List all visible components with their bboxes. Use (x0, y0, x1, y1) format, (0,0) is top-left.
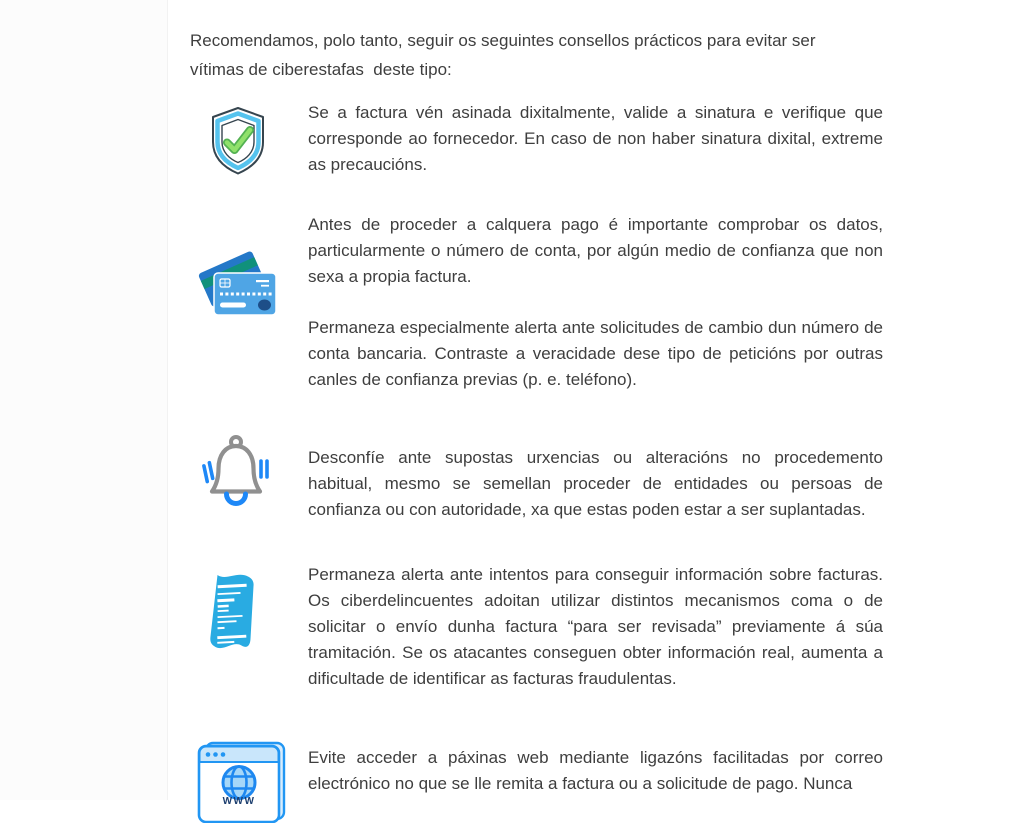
browser-globe-icon (197, 741, 287, 823)
page-left-edge (0, 0, 168, 800)
tip-paragraph-web-links: Evite acceder a páxinas web mediante ligazóns facilitadas por correo electrónico no que se lle remita a factura ou a solicitude de pago. Nunca (308, 748, 883, 793)
tip-paragraph-signature: Se a factura vén asinada dixitalmente, valide a sinatura e verifique que corresponde ao fornecedor. En caso de non haber sinatura dixital, extreme as precaucións. (308, 103, 883, 174)
tip-paragraph-invoice-info: Permaneza alerta ante intentos para conseguir información sobre facturas. Os ciberdelincuentes adoitan utilizar distintos mecanismos coma o de solicitar o envío dunha factura “para ser revisada” previamente á súa tramitación. Se os atacantes conseguen obter información real, aumenta a dificultade de identificar as facturas fraudulentas. (308, 565, 883, 688)
tip-paragraph-urgency: Desconfíe ante supostas urxencias ou alteracións no procedemento habitual, mesmo se semellan proceder de entidades ou persoas de confianza ou con autoridade, xa que estas poden estar a ser suplantadas. (308, 448, 883, 519)
shield-check-icon (207, 105, 269, 177)
alert-bell-icon (201, 431, 271, 521)
intro-paragraph: Recomendamos, polo tanto, seguir os seguintes consellos prácticos para evitar ser vítimas de ciberestafas deste tipo: (190, 31, 821, 79)
invoice-receipt-icon (205, 570, 259, 662)
credit-cards-icon (198, 249, 278, 317)
tip-paragraph-account-change: Permaneza especialmente alerta ante solicitudes de cambio dun número de conta bancaria. Contraste a veracidade dese tipo de peticións por outras canles de confianza previas (p. e. teléfono). (308, 318, 883, 389)
browser-www-label: WWW (222, 796, 256, 807)
tip-paragraph-verify-data: Antes de proceder a calquera pago é importante comprobar os datos, particularmente o número de conta, por algún medio de confianza que non sexa a propia factura. (308, 215, 883, 286)
